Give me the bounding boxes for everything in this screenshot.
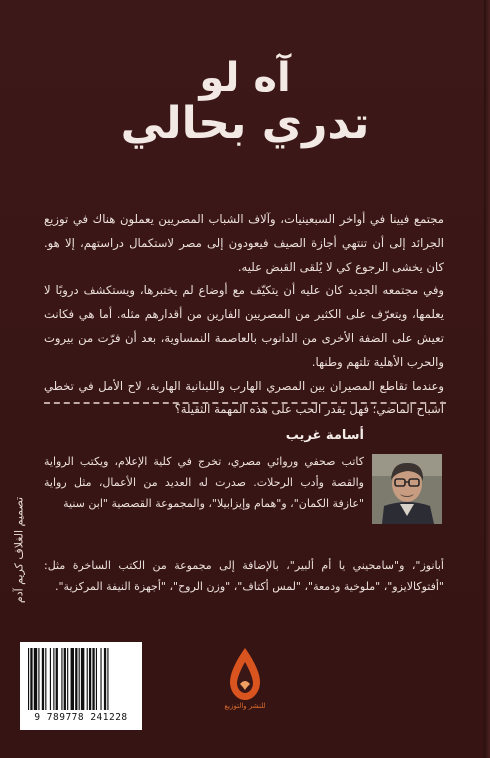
blurb-text [44,208,444,422]
blurb-paragraph: مجتمع فيينا في أواخر السبعينيات، وآلاف الشباب المصريين يعملون هناك في توزيع الجرائد إلى أن تنتهي أجازة الصيف فيعودون إلى مصر لاستكمال دراستهم، إلا هو. كان يخشى الرجوع كي لا يُلقى القبض عليه. [44,212,444,274]
author-bio: كاتب صحفي وروائي مصري، تخرج في كلية الإعلام، ويكتب الرواية والقصة وأدب الرحلات. صدرت له العديد من الأعمال، مثل رواية "عازفة الكمان"، و"همام وإيزابيلا"، والمجموعة القصصية "ابن سنية [44,455,364,510]
publisher-drop-icon [224,646,266,702]
publisher-tagline: للنشر والتوزيع [224,702,266,710]
isbn-number: 9 789778 241228 [34,712,128,723]
cover-credit-text: تصميم الغلاف كريم آدم [12,496,26,604]
author-photo [372,454,442,524]
book-title [0,55,490,149]
blurb-paragraph: وعندما تقاطع المصيران بين المصري الهارب واللبنانية الهاربة، لاح الأمل في تخطي أشباح الماضي؛ فهل يقدر الحب على هذه المهمة الثقيلة؟ [44,378,444,417]
cover-credit [8,440,30,660]
title-line-1: آه لو [199,55,291,101]
author-name: أسامة غريب [285,428,364,443]
blurb-paragraph: وفي مجتمعه الجديد كان عليه أن يتكيّف مع أوضاع لم يختبرها، ويستكشف دروبًا لا يعلمها، ويتعرّف على الكثير من المصريين الفارين من أقدارهم مثله. أما هي فكانت تعيش على الضفة الأخرى من الدانوب بالعاصمة النمساوية، بعد أن فرّت من بيروت والحرب الأهلية تلتهم وطنها. [44,283,444,369]
dashed-divider [44,402,446,404]
isbn-barcode [20,642,142,730]
author-portrait-icon [372,454,442,524]
title-line-2: تدري بحالي [120,98,370,149]
author-bio-continued: أبانوز"، و"سامحيني يا أم ألبير"، بالإضافة إلى مجموعة من الكتب الساخرة مثل: "أفتوكالايزو"، "ملوخية ودمعة"، "لمس أكتاف"، "وزن الروح"، "أجهزة النيفة المركزية". [44,559,444,593]
barcode-icon [28,648,134,710]
